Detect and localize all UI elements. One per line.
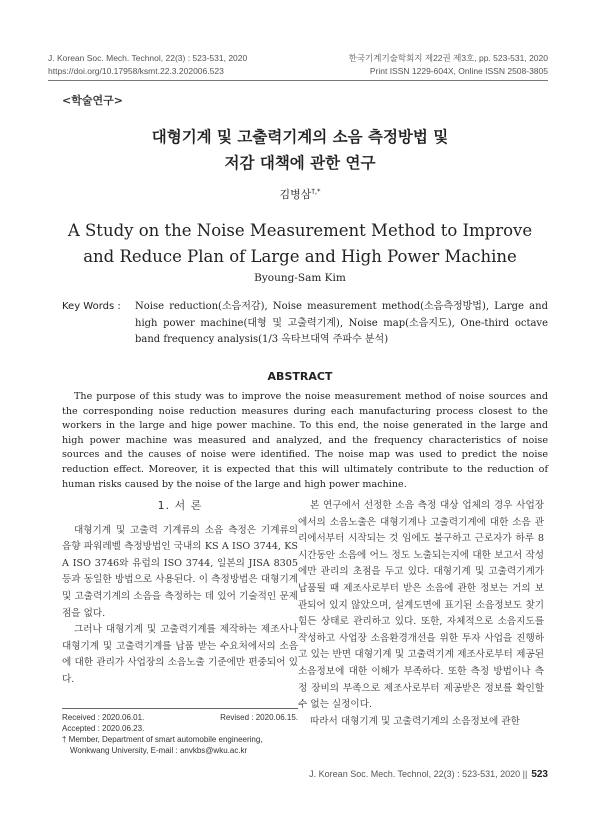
english-author: Byoung-Sam Kim	[254, 272, 346, 284]
footer-citation: J. Korean Soc. Mech. Technol, 22(3) : 523-531, 2020 ||	[309, 769, 528, 779]
right-column	[298, 498, 544, 730]
abstract-body: The purpose of this study was to improve the noise measurement method of noise sources and the corresponding noise reduction measures during each manufacturing process closest to the workers in the large and hige power machine. To this end, the noise generated in the large and high power machine was measured and analyzed, and the frequency characteristics of noise sources and the causes of noise were identified. The noise map was used to predict the noise reduction effect. Moreover, it is expected that this will ultimately contribute to the reduction of human risks caused by the noise of the large and high power machine.	[62, 391, 548, 490]
keywords-label: Key Words :	[62, 301, 121, 312]
received-date: Received : 2020.06.01.	[62, 713, 145, 722]
abstract-heading: ABSTRACT	[267, 370, 333, 383]
author-mark: †,*	[311, 187, 321, 196]
header-divider	[48, 80, 548, 81]
member-email: Wonkwang University, E-mail : anvkbs@wku.ac.kr	[70, 746, 248, 755]
journal-citation-right: 한국기계기술학회지 제22권 제3호, pp. 523-531, 2020	[348, 53, 548, 63]
revised-date: Revised : 2020.06.15.	[220, 713, 298, 722]
english-title-line-2: and Reduce Plan of Large and High Power Machine	[83, 247, 517, 266]
journal-citation-left: J. Korean Soc. Mech. Technol, 22(3) : 523-531, 2020	[48, 53, 248, 63]
korean-title	[40, 124, 560, 176]
section-heading: 1. 서 론	[157, 499, 203, 512]
page-footer	[309, 769, 548, 780]
member-affiliation: † Member, Department of smart automobile engineering,	[62, 735, 263, 744]
right-paragraph-2: 따라서 대형기계 및 고출력기계의 소음정보에 관한	[310, 715, 520, 727]
footnote-divider	[62, 708, 298, 709]
doi-link[interactable]: https://doi.org/10.17958/ksmt.22.3.202006.523	[48, 65, 224, 76]
korean-title-line-1: 대형기계 및 고출력기계의 소음 측정방법 및	[151, 128, 449, 146]
running-header	[48, 52, 548, 77]
footnote-block	[62, 712, 298, 756]
english-title	[30, 218, 570, 270]
english-title-line-1: A Study on the Noise Measurement Method to Improve	[67, 221, 533, 240]
article-category: <학술연구>	[62, 94, 123, 107]
right-paragraph-1: 본 연구에서 선정한 소음 측정 대상 업체의 경우 사업장에서의 소음노출은 대형기계나 고출력기계에 대한 소음 관리에서부터 시작되는 것 임에도 불구하고 근로자가 하루 8시간동안 소음에 어느 정도 노출되는지에 대한 보고서 작성에만 관리의 초점을 두고 있다. 대형기계 및 고출력기계가 납품될 때 제조사로부터 받은 소음에 관한 정보는 거의 보관되어 있지 않았으며, 설계도면에 표기된 소음정보도 찾기 힘든 상태로 관리하고 있다. 또한, 자체적으로 소음지도를 작성하고 사업장 소음환경개선을 위한 투자 사업을 진행하고 있는 반면 대형기계 및 고출력기계 제조사로부터 제공된 소음정보에 대한 이해가 부족하다. 또한 측정 방법이나 측정 장비의 부족으로 제조사로부터 제공받은 정보를 확인할 수 없는 실정이다.	[298, 500, 544, 711]
left-paragraph-2: 그러나 대형기계 및 고출력기계를 제작하는 제조사나 대형기계 및 고출력기계를 납품 받는 수요처에서의 소음에 대한 관리가 사업장의 소음노출 기준에만 편중되어 있다.	[62, 624, 298, 685]
korean-author	[0, 186, 600, 202]
keywords-block	[62, 299, 548, 349]
keywords-text: Noise reduction(소음저감), Noise measurement method(소음측정방법), Large and high power machine(대형 및 고출력기계), Noise map(소음지도), One-third octave band frequency analysis(1/3 옥타브대역 주파수 분석)	[135, 301, 548, 345]
page-number: 523	[531, 769, 548, 780]
left-paragraph-1: 대형기계 및 고출력 기계류의 소음 측정은 기계류의 음향 파워레벨 측정방법인 국내의 KS A ISO 3744, KS A ISO 3746와 유럽의 ISO 3744, 일본의 JISA 8305 등과 동일한 방법으로 사용된다. 이 측정방법은 대형기계 및 고출력기계의 소음을 측정하는 데 있어 기술적인 문제점을 없다.	[62, 524, 298, 619]
accepted-date: Accepted : 2020.06.23.	[62, 724, 145, 733]
left-column	[62, 498, 298, 689]
issn-info: Print ISSN 1229-604X, Online ISSN 2508-3805	[369, 65, 548, 76]
korean-title-line-2: 저감 대책에 관한 연구	[224, 154, 376, 172]
korean-author-name: 김병삼	[279, 188, 312, 201]
